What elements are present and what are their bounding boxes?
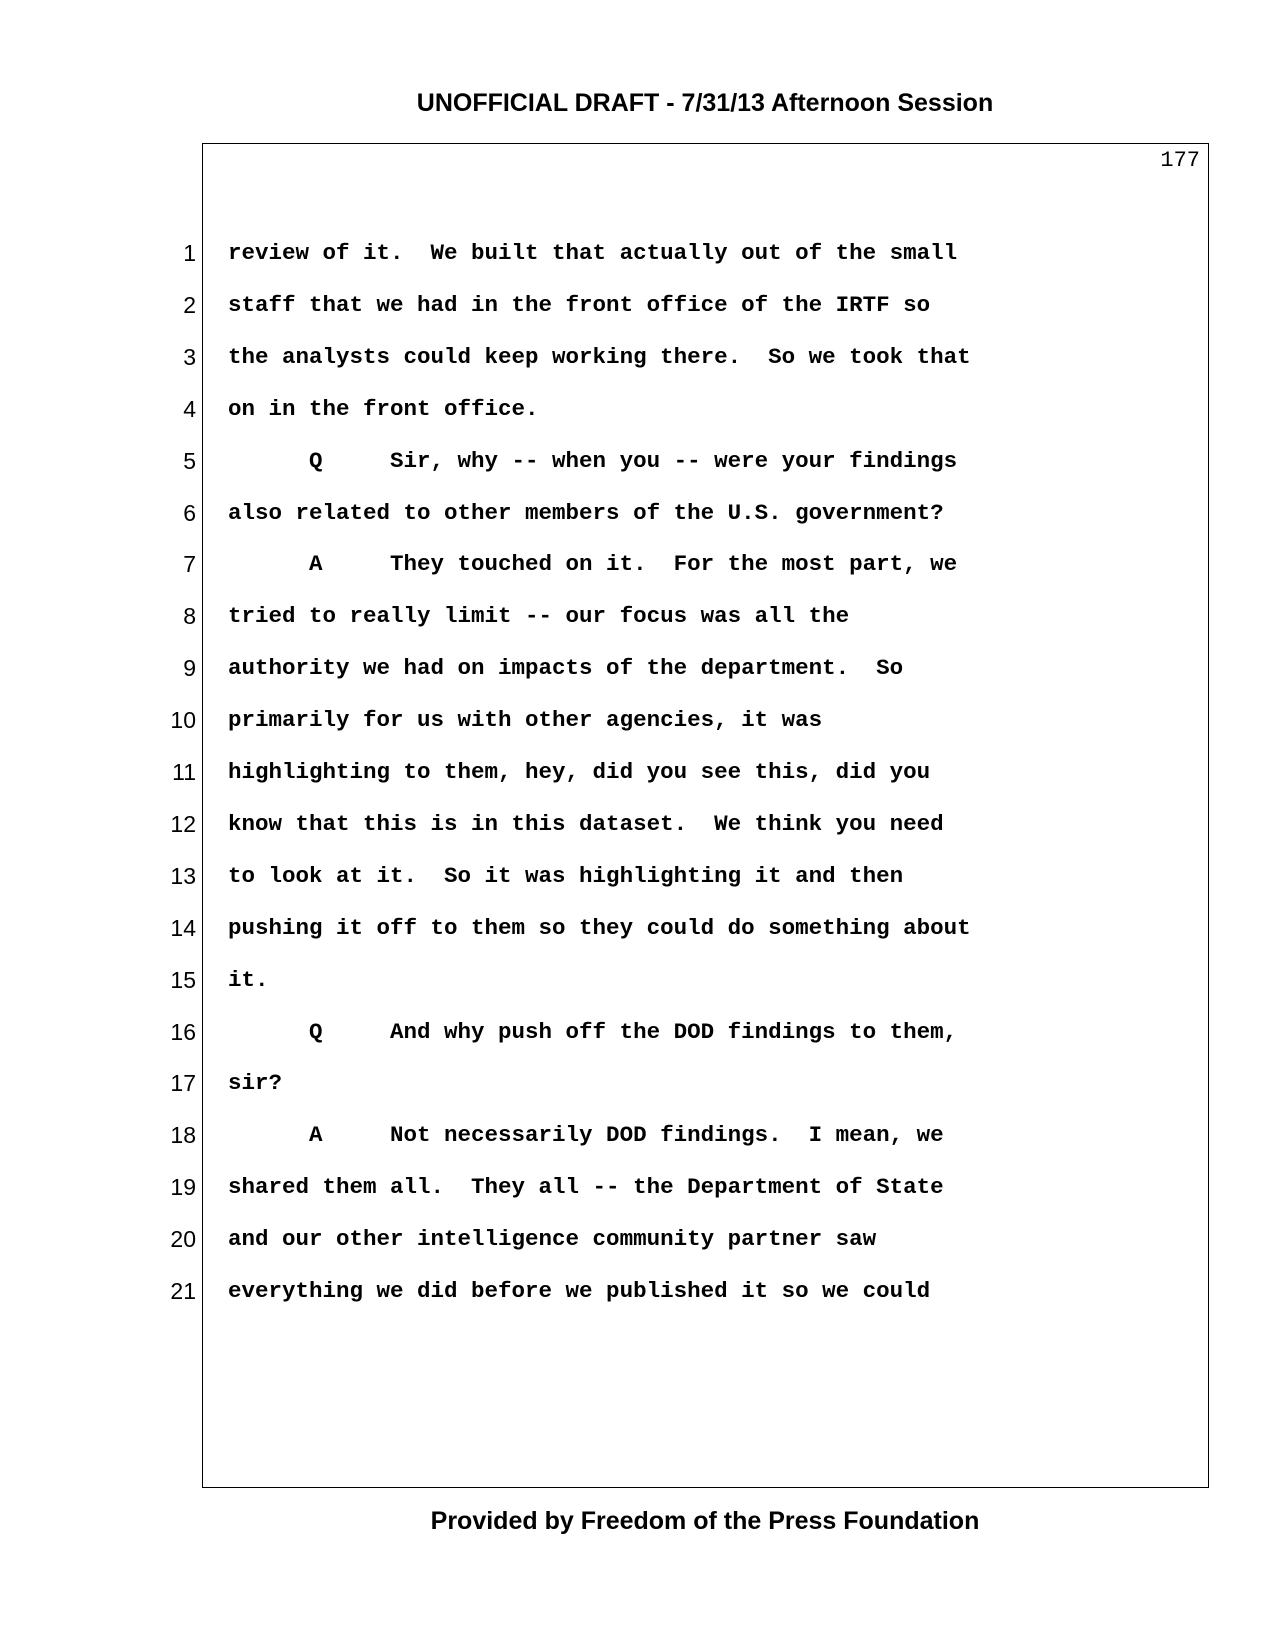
transcript-line	[0, 394, 1200, 424]
line-text: sir?	[228, 1070, 283, 1097]
line-number: 11	[172, 759, 196, 785]
line-text: it.	[228, 966, 269, 993]
line-number: 15	[170, 966, 196, 993]
transcript-line	[0, 290, 1200, 320]
line-number: 9	[183, 655, 196, 682]
line-number: 13	[170, 862, 196, 889]
line-text: Q And why push off the DOD findings to them,	[228, 1018, 958, 1045]
line-text: primarily for us with other agencies, it was	[228, 707, 823, 734]
transcript-line	[0, 342, 1200, 372]
line-number: 6	[183, 499, 196, 526]
line-number: 4	[183, 395, 196, 422]
transcript-line	[0, 498, 1200, 528]
transcript-line	[0, 549, 1200, 579]
line-text: Q Sir, why -- when you -- were your findings	[228, 447, 958, 474]
line-text: to look at it. So it was highlighting it and then	[228, 862, 904, 889]
line-number: 5	[183, 447, 196, 474]
line-text: and our other intelligence community partner saw	[228, 1226, 877, 1253]
line-number: 3	[183, 343, 196, 370]
page-footer: Provided by Freedom of the Press Foundation	[430, 1507, 980, 1535]
line-number: 2	[183, 291, 196, 318]
line-number: 18	[170, 1122, 196, 1149]
line-number: 20	[170, 1226, 196, 1253]
transcript-line	[0, 965, 1200, 995]
line-text: on in the front office.	[228, 395, 539, 422]
line-number: 1	[183, 240, 196, 266]
transcript-line	[0, 1120, 1200, 1150]
line-number: 10	[170, 707, 196, 734]
line-text: highlighting to them, hey, did you see this, did you	[228, 759, 931, 785]
line-text: everything we did before we published it so we could	[228, 1278, 931, 1304]
transcript-line	[0, 705, 1200, 735]
line-text: tried to really limit -- our focus was all the	[228, 603, 850, 630]
line-number: 12	[170, 810, 196, 837]
line-text: authority we had on impacts of the department. So	[228, 655, 904, 682]
line-number: 21	[170, 1278, 196, 1304]
line-text: pushing it off to them so they could do something about	[228, 914, 971, 941]
line-text: know that this is in this dataset. We think you need	[228, 810, 944, 837]
transcript-line	[0, 913, 1200, 943]
transcript-line	[0, 861, 1200, 891]
transcript-line	[0, 1172, 1200, 1202]
line-text: A Not necessarily DOD findings. I mean, we	[228, 1122, 944, 1149]
line-text: review of it. We built that actually out of the small	[228, 240, 958, 266]
line-number: 19	[170, 1174, 196, 1201]
transcript-line	[0, 1276, 1200, 1306]
line-number: 16	[170, 1018, 196, 1045]
transcript-line	[0, 1017, 1200, 1047]
transcript-line	[0, 809, 1200, 839]
line-text: the analysts could keep working there. So we took that	[228, 343, 971, 370]
transcript-line	[0, 238, 1200, 268]
line-text: staff that we had in the front office of the IRTF so	[228, 291, 931, 318]
transcript-line	[0, 601, 1200, 631]
transcript-line	[0, 1224, 1200, 1254]
line-text: shared them all. They all -- the Department of State	[228, 1174, 944, 1201]
transcript-line	[0, 1068, 1200, 1098]
transcript-line	[0, 446, 1200, 476]
line-number: 17	[170, 1070, 196, 1097]
line-number: 8	[183, 603, 196, 630]
page-header: UNOFFICIAL DRAFT - 7/31/13 Afternoon Session	[416, 89, 994, 117]
line-text: A They touched on it. For the most part, we	[228, 551, 958, 578]
line-number: 14	[170, 914, 196, 941]
transcript-line	[0, 757, 1200, 787]
page-number: 177	[1160, 148, 1200, 173]
transcript-line	[0, 653, 1200, 683]
line-number: 7	[183, 551, 196, 578]
line-text: also related to other members of the U.S. government?	[228, 499, 944, 526]
